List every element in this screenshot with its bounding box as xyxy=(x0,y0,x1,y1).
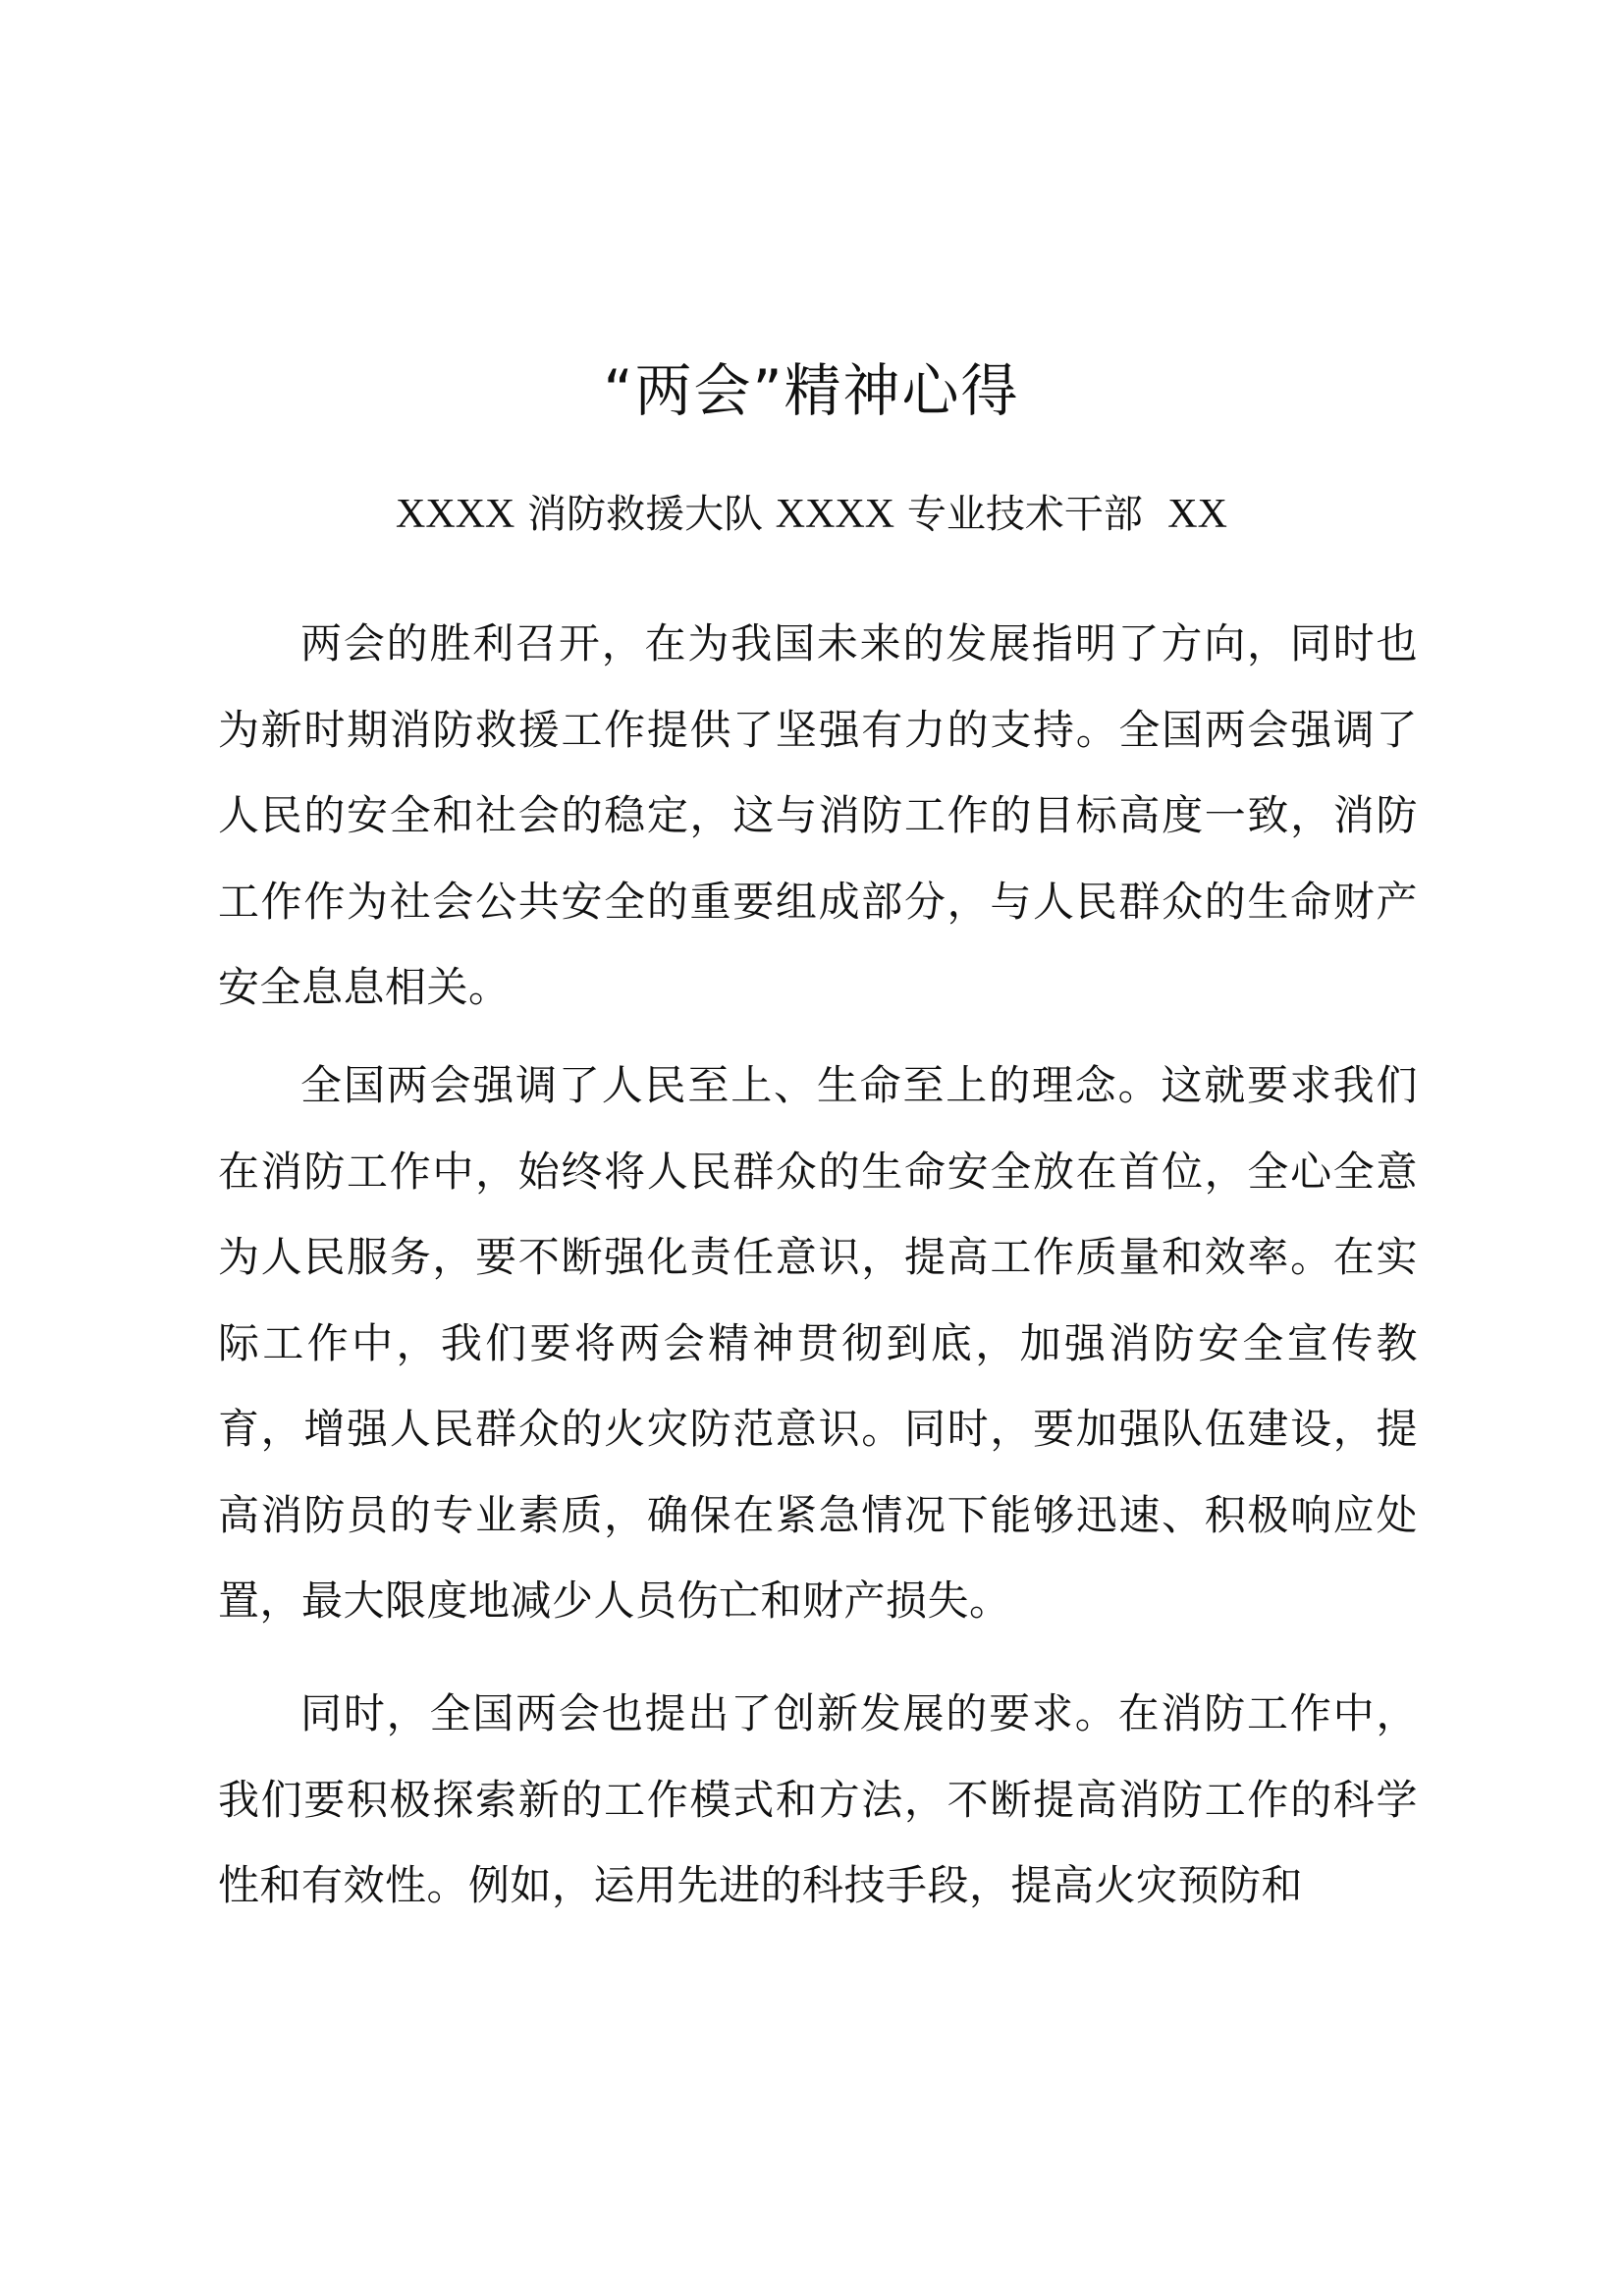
author-name: XX xyxy=(1167,492,1227,537)
author-line xyxy=(0,485,1623,544)
unit-name: 消防救援大队 xyxy=(527,492,764,537)
body-paragraph-3: 同时，全国两会也提出了创新发展的要求。在消防工作中，我们要积极探索新的工作模式和方法，不断提高消防工作的科学性和有效性。例如，运用先进的科技手段，提高火灾预防和 xyxy=(218,1689,1418,1909)
unit-code-1: XXXX xyxy=(396,492,515,537)
unit-code-2: XXXX xyxy=(775,492,895,537)
author-position: 专业技术干部 xyxy=(906,492,1143,537)
document-title: “两会”精神心得 xyxy=(603,357,1020,424)
body-paragraph-2: 全国两会强调了人民至上、生命至上的理念。这就要求我们在消防工作中，始终将人民群众的生命安全放在首位，全心全意为人民服务，要不断强化责任意识，提高工作质量和效率。在实际工作中，我们要将两会精神贯彻到底，加强消防安全宣传教育，增强人民群众的火灾防范意识。同时，要加强队伍建设，提高消防员的专业素质，确保在紧急情况下能够迅速、积极响应处置，最大限度地减少人员伤亡和财产损失。 xyxy=(218,1061,1418,1625)
body-paragraph-1: 两会的胜利召开，在为我国未来的发展指明了方向，同时也为新时期消防救援工作提供了坚强有力的支持。全国两会强调了人民的安全和社会的稳定，这与消防工作的目标高度一致，消防工作作为社会公共安全的重要组成部分，与人民群众的生命财产安全息息相关。 xyxy=(218,619,1418,1011)
